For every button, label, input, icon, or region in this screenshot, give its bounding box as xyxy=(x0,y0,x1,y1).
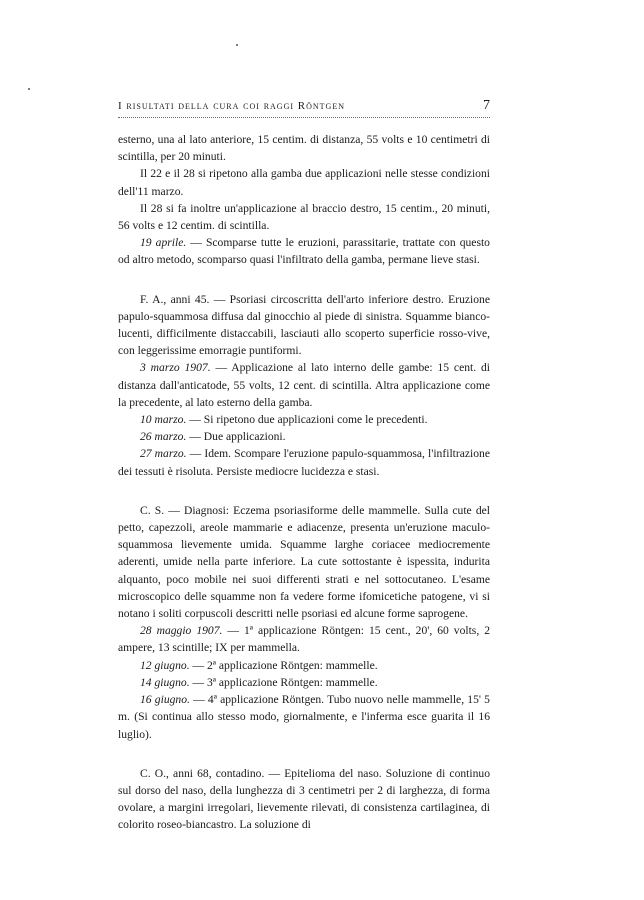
case-paragraph: C. O., anni 68, contadino. — Epitelioma del naso. Soluzione di continuo sul dorso del naso, della lunghezza di 3 centimetri per 2 di larghezza, di forma ovolare, a margini irregolari, lievemente rilevati, di consistenza cartilaginea, di colorito roseo-biancastro. La soluzione di xyxy=(118,766,490,832)
paragraph: 12 giugno. — 2ª applicazione Röntgen: mammelle. xyxy=(140,658,378,672)
page-body xyxy=(118,131,490,834)
paragraph: Il 22 e il 28 si ripetono alla gamba due applicazioni nelle stesse condizioni dell'11 marzo. xyxy=(118,167,490,198)
paragraph: Il 28 si fa inoltre un'applicazione al braccio destro, 15 centim., 20 minuti, 56 volts e 12 centim. di scintilla. xyxy=(118,201,490,233)
running-title: I risultati della cura coi raggi Röntgen xyxy=(118,100,345,112)
entry-date: 10 marzo. xyxy=(140,413,187,427)
header-rule xyxy=(118,117,490,118)
entry-date: 3 marzo 1907. xyxy=(140,361,211,375)
entry-date: 14 giugno. xyxy=(140,675,190,689)
paragraph: 26 marzo. — Due applicazioni. xyxy=(140,430,286,444)
paragraph: 16 giugno. — 4ª applicazione Röntgen. Tubo nuovo nelle mammelle, 15' 5 m. (Si continua allo stesso modo, giornalmente, e l'inferma esce guarita il 16 luglio). xyxy=(118,693,490,741)
paragraph: esterno, una al lato anteriore, 15 centim. di distanza, 55 volts e 10 centimetri di scintilla, per 20 minuti. xyxy=(118,133,490,164)
paragraph: 27 marzo. — Idem. Scompare l'eruzione papulo-squammosa, l'infiltrazione dei tessuti è risoluta. Persiste mediocre lucidezza e stasi. xyxy=(118,447,490,478)
page-number: 7 xyxy=(483,98,490,113)
entry-date: 19 aprile. xyxy=(140,236,187,250)
paragraph: 10 marzo. — Si ripetono due applicazioni come le precedenti. xyxy=(140,413,428,427)
case-paragraph: C. S. — Diagnosi: Eczema psoriasiforme delle mammelle. Sulla cute del petto, capezzoli, areole mammarie e adiacenze, presenta un'eruzione maculo-squammosa lievemente umida. Squamme larghe coriacee mediocremente aderenti, umide nella parte inferiore. La cute sottostante è ispessita, indurita alquanto, poco mobile nei suoi differenti strati e nel sottocutaneo. L'esame microscopico delle squamme non fa vedere forme ifomicetiche patogene, vi si notano i soliti corpuscoli descritti nelle psoriasi ed alcune forme saprogene. xyxy=(118,503,490,621)
entry-date: 28 maggio 1907. xyxy=(140,624,223,638)
page-speck xyxy=(28,88,30,90)
running-header xyxy=(118,98,490,114)
entry-date: 16 giugno. xyxy=(140,693,190,707)
paragraph: 28 maggio 1907. — 1ª applicazione Röntgen: 15 cent., 20', 60 volts, 2 ampere, 13 scintille; IX per mammella. xyxy=(118,624,490,655)
entry-date: 26 marzo. xyxy=(140,430,187,444)
page-speck xyxy=(236,44,238,46)
entry-date: 12 giugno. xyxy=(140,658,190,672)
entry-date: 27 marzo. xyxy=(140,447,187,461)
paragraph: 14 giugno. — 3ª applicazione Röntgen: mammelle. xyxy=(140,675,378,689)
case-paragraph: F. A., anni 45. — Psoriasi circoscritta dell'arto inferiore destro. Eruzione papulo-squammosa diffusa dal ginocchio al piede di sinistra. Squamme bianco-lucenti, difficilmente distaccabili, lasciauti allo scoperto superficie rosso-vive, con leggerissime emorragie puntiformi. xyxy=(118,292,490,358)
paragraph: 19 aprile. — Scomparse tutte le eruzioni, parassitarie, trattate con questo od altro metodo, scomparso quasi l'infiltrato della gamba, permane lieve stasi. xyxy=(118,236,490,267)
paragraph: 3 marzo 1907. — Applicazione al lato interno delle gambe: 15 cent. di distanza dall'anticatode, 55 volts, 12 cent. di scintilla. Altra applicazione come la precedente, al lato esterno della gamba. xyxy=(118,361,491,409)
